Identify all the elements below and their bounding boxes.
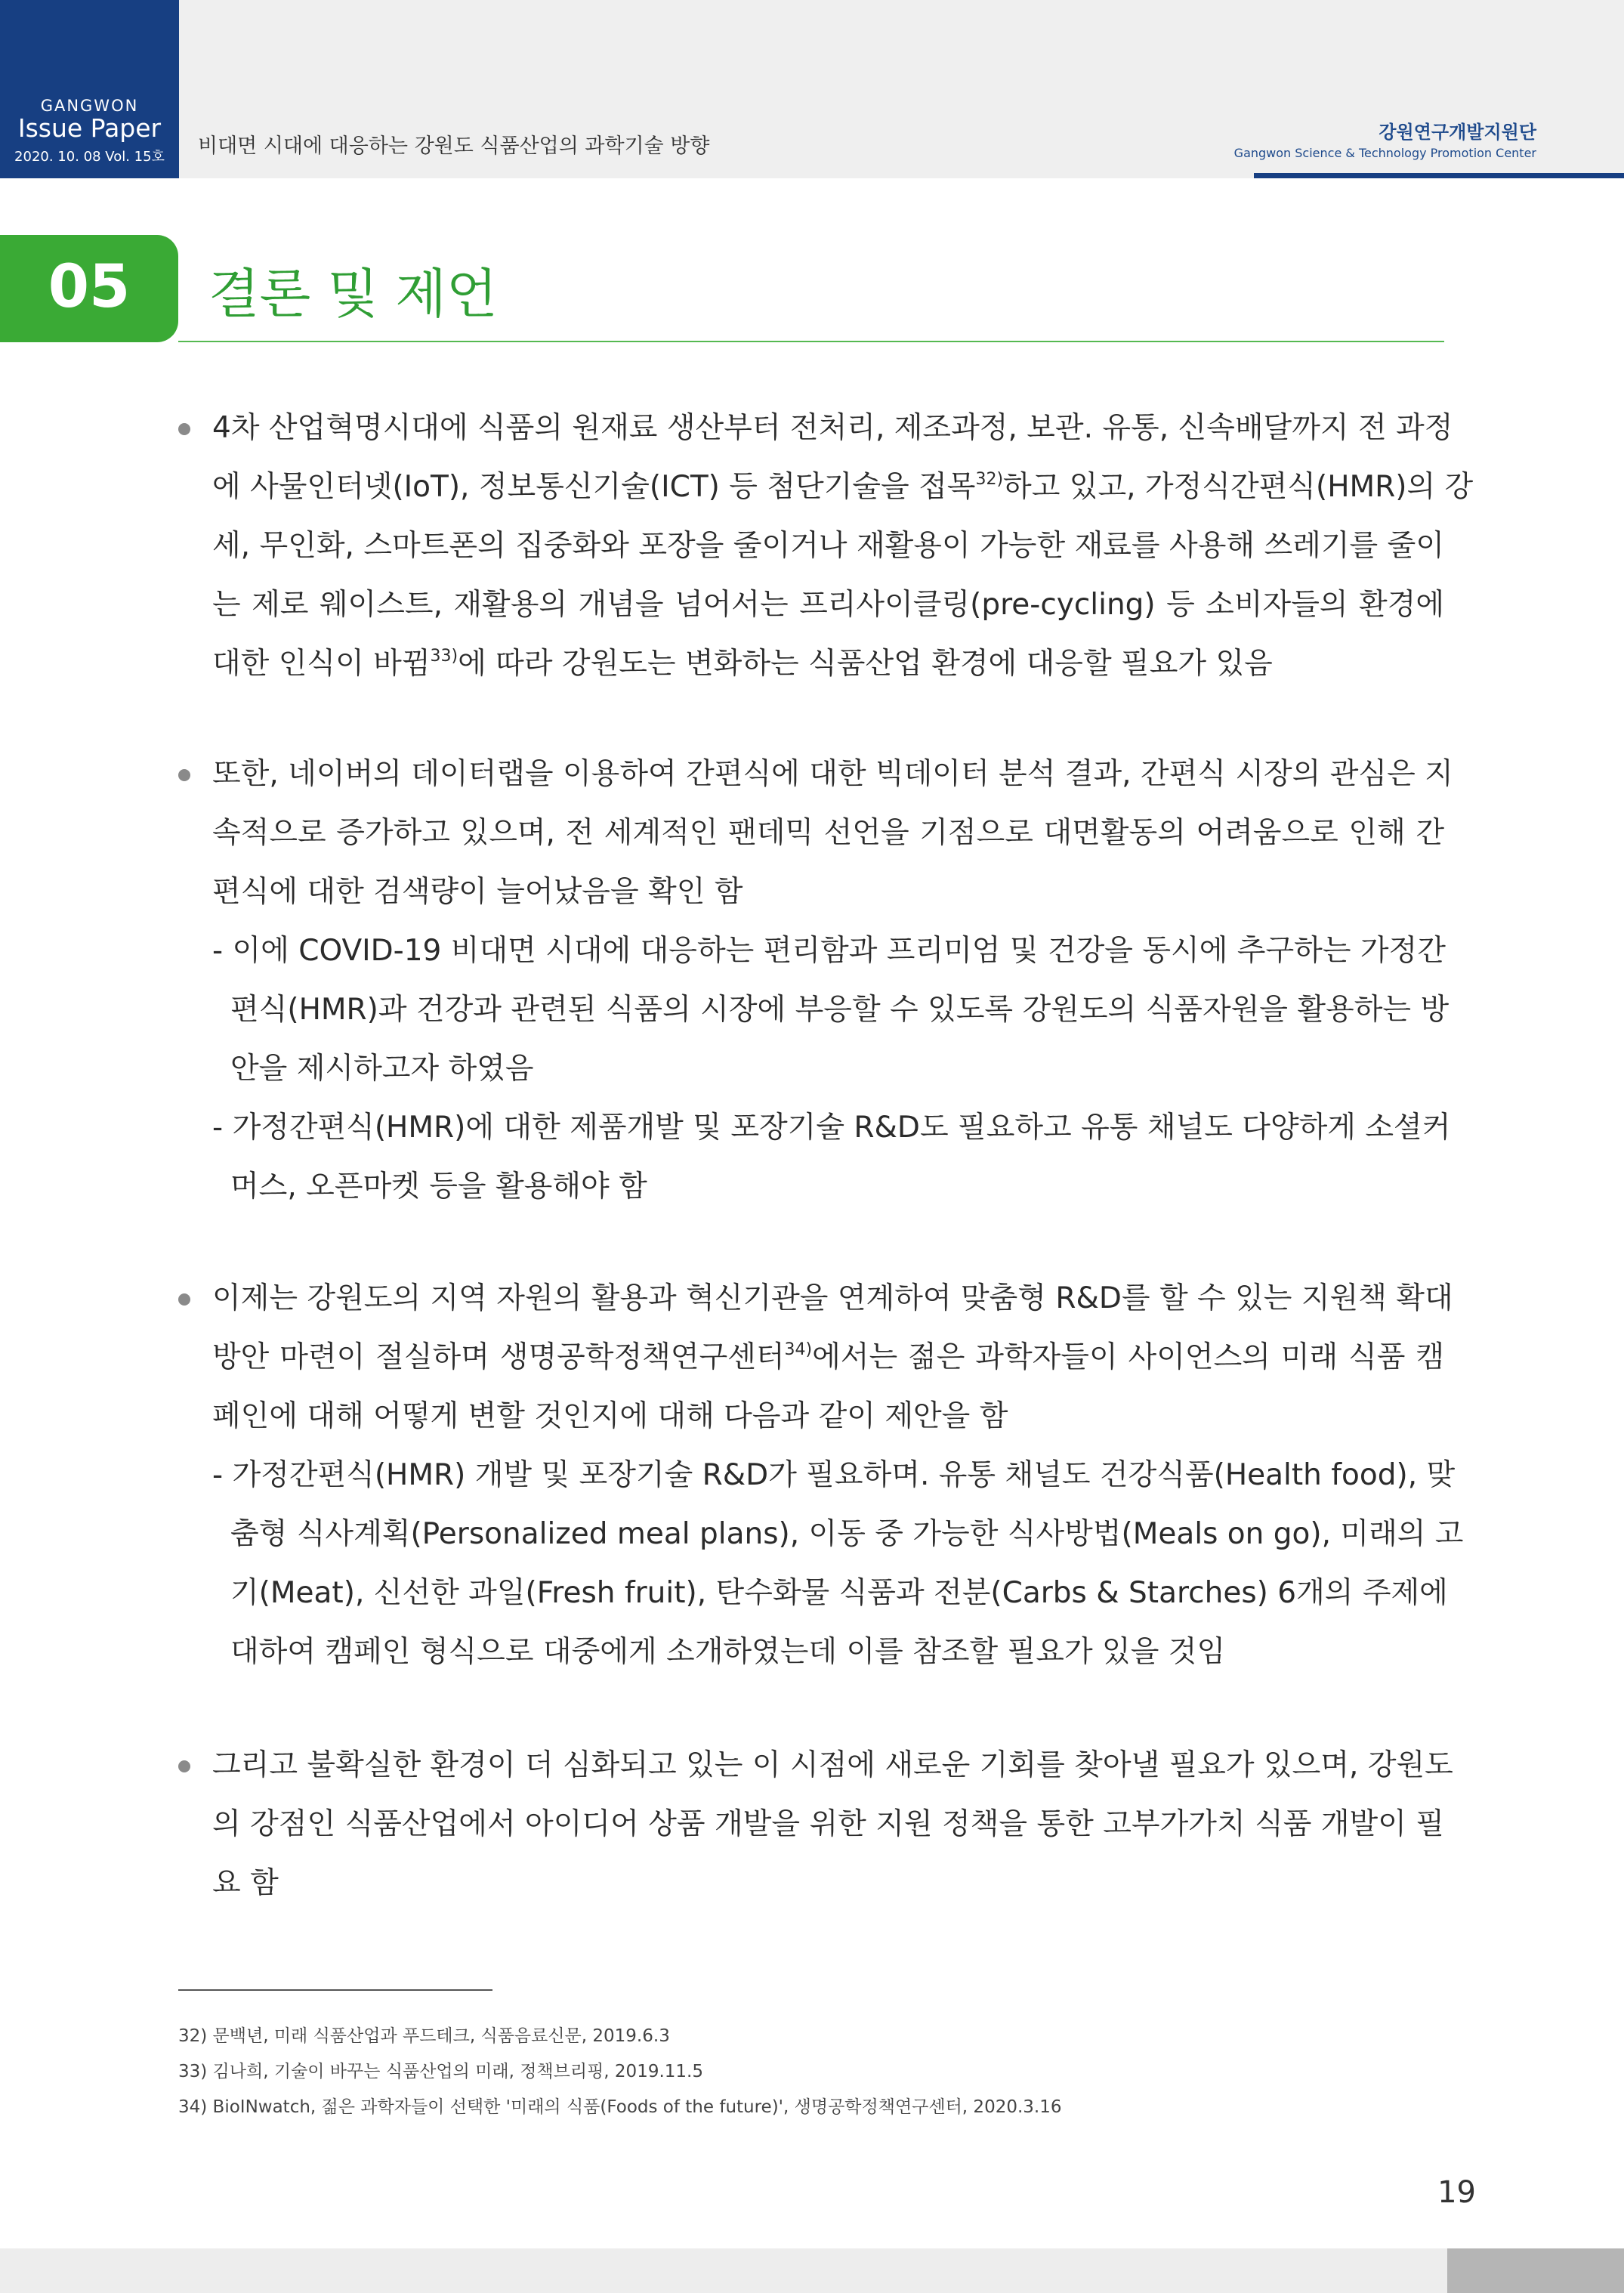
text-line: 이제는 강원도의 지역 자원의 활용과 혁신기관을 연계하여 맞춤형 R&D를 할 수 있는 지원책 확대	[212, 1281, 1453, 1315]
text-line: 편식에 대한 검색량이 늘어났음을 확인 함	[212, 875, 743, 909]
bullet-paragraph-1	[180, 399, 1474, 694]
footer-band	[0, 2248, 1624, 2293]
text-line: 속적으로 증가하고 있으며, 전 세계적인 팬데믹 선언을 기점으로 대면활동의 어려움으로 인해 간	[212, 816, 1444, 850]
text-line: 에 사물인터넷(IoT), 정보통신기술(ICT) 등 첨단기술을 접목$^{32)}$하고 있고, 가정식간편식(HMR)의 강	[212, 470, 1474, 504]
footer-accent-block	[1447, 2248, 1624, 2293]
text-line: 편식(HMR)과 건강과 관련된 식품의 시장에 부응할 수 있도록 강원도의 식품자원을 활용하는 방	[230, 993, 1450, 1027]
text-line: 세, 무인화, 스마트폰의 집중화와 포장을 줄이거나 재활용이 가능한 재료를 사용해 쓰레기를 줄이	[212, 529, 1444, 563]
text-line: 그리고 불확실한 환경이 더 심화되고 있는 이 시점에 새로운 기회를 찾아낼 필요가 있으며, 강원도	[212, 1748, 1453, 1782]
text-line: 춤형 식사계획(Personalized meal plans), 이동 중 가능한 식사방법(Meals on go), 미래의 고	[230, 1517, 1464, 1551]
text-line: - 가정간편식(HMR) 개발 및 포장기술 R&D가 필요하며. 유통 채널도 건강식품(Health food), 맞	[212, 1458, 1456, 1492]
text-line: 방안 마련이 절실하며 생명공학정책연구센터$^{34)}$에서는 젊은 과학자들이 사이언스의 미래 식품 캠	[212, 1340, 1444, 1374]
text-line: 기(Meat), 신선한 과일(Fresh fruit), 탄수화물 식품과 전분(Carbs & Starches) 6개의 주제에	[230, 1576, 1448, 1610]
bullet-dot-icon	[178, 1293, 190, 1306]
page-number: 19	[1437, 2175, 1476, 2210]
text-line: - 가정간편식(HMR)에 대한 제품개발 및 포장기술 R&D도 필요하고 유통 채널도 다양하게 소셜커	[212, 1111, 1451, 1145]
text-line: - 이에 COVID-19 비대면 시대에 대응하는 편리함과 프리미엄 및 건강을 동시에 추구하는 가정간	[212, 934, 1446, 968]
footnote-ref-33: 33)	[430, 647, 458, 666]
text-line: 대하여 캠페인 형식으로 대중에게 소개하였는데 이를 참조할 필요가 있을 것임	[230, 1635, 1226, 1669]
text-line: 요 함	[212, 1866, 279, 1900]
bullet-paragraph-4	[180, 1736, 1453, 1913]
bullet-dot-icon	[178, 423, 190, 435]
text-line: 는 제로 웨이스트, 재활용의 개념을 넘어서는 프리사이클링(pre-cycling) 등 소비자들의 환경에	[212, 588, 1444, 622]
section-title: 결론 및 제언	[208, 263, 498, 325]
sub-item	[212, 922, 1450, 1099]
organization-name-korean: 강원연구개발지원단	[1379, 122, 1536, 143]
bullet-paragraph-3	[180, 1269, 1464, 1682]
brand-issue-paper: Issue Paper	[17, 113, 162, 143]
footnotes	[178, 2019, 1062, 2125]
issue-date-volume: 2020. 10. 08 Vol. 15호	[14, 149, 165, 165]
issue-paper-brand	[0, 0, 179, 178]
document-title: 비대면 시대에 대응하는 강원도 식품산업의 과학기술 방향	[198, 134, 710, 158]
bullet-dot-icon	[178, 769, 190, 781]
text-line: 4차 산업혁명시대에 식품의 원재료 생산부터 전처리, 제조과정, 보관. 유통, 신속배달까지 전 과정	[212, 411, 1453, 445]
text-line: 또한, 네이버의 데이터랩을 이용하여 간편식에 대한 빅데이터 분석 결과, 간편식 시장의 관심은 지	[212, 757, 1453, 791]
text-line: 안을 제시하고자 하였음	[230, 1052, 534, 1086]
header-accent-rule	[1254, 173, 1624, 178]
text-line: 대한 인식이 바뀜$^{33)}$에 따라 강원도는 변화하는 식품산업 환경에 대응할 필요가 있음	[212, 647, 1273, 681]
footnote-divider	[178, 1989, 492, 1991]
footnote-32: 32) 문백년, 미래 식품산업과 푸드테크, 식품음료신문, 2019.6.3	[178, 2026, 670, 2046]
footnote-33: 33) 김나희, 기술이 바꾸는 식품산업의 미래, 정책브리핑, 2019.11.5	[178, 2062, 703, 2081]
section-number: 05	[48, 253, 131, 321]
section-number-tab	[0, 235, 178, 342]
footnote-ref-32: 32)	[975, 470, 1004, 489]
footnote-34: 34) BioINwatch, 젊은 과학자들이 선택한 '미래의 식품(Foods of the future)', 생명공학정책연구센터, 2020.3.16	[178, 2097, 1062, 2117]
organization-name-english: Gangwon Science & Technology Promotion Center	[1233, 146, 1536, 160]
sub-item	[212, 1099, 1451, 1216]
text-line: 의 강점인 식품산업에서 아이디어 상품 개발을 위한 지원 정책을 통한 고부가가치 식품 개발이 필	[212, 1807, 1444, 1841]
sub-item	[212, 1446, 1464, 1682]
page-header	[0, 0, 1624, 178]
text-line: 페인에 대해 어떻게 변할 것인지에 대해 다음과 같이 제안을 함	[212, 1399, 1008, 1433]
bullet-dot-icon	[178, 1760, 190, 1772]
brand-gangwon: GANGWON	[40, 97, 139, 115]
section-divider	[178, 341, 1444, 342]
bullet-paragraph-2	[180, 745, 1453, 1216]
text-line: 머스, 오픈마켓 등을 활용해야 함	[230, 1170, 647, 1204]
footnote-ref-34: 34)	[784, 1340, 813, 1359]
